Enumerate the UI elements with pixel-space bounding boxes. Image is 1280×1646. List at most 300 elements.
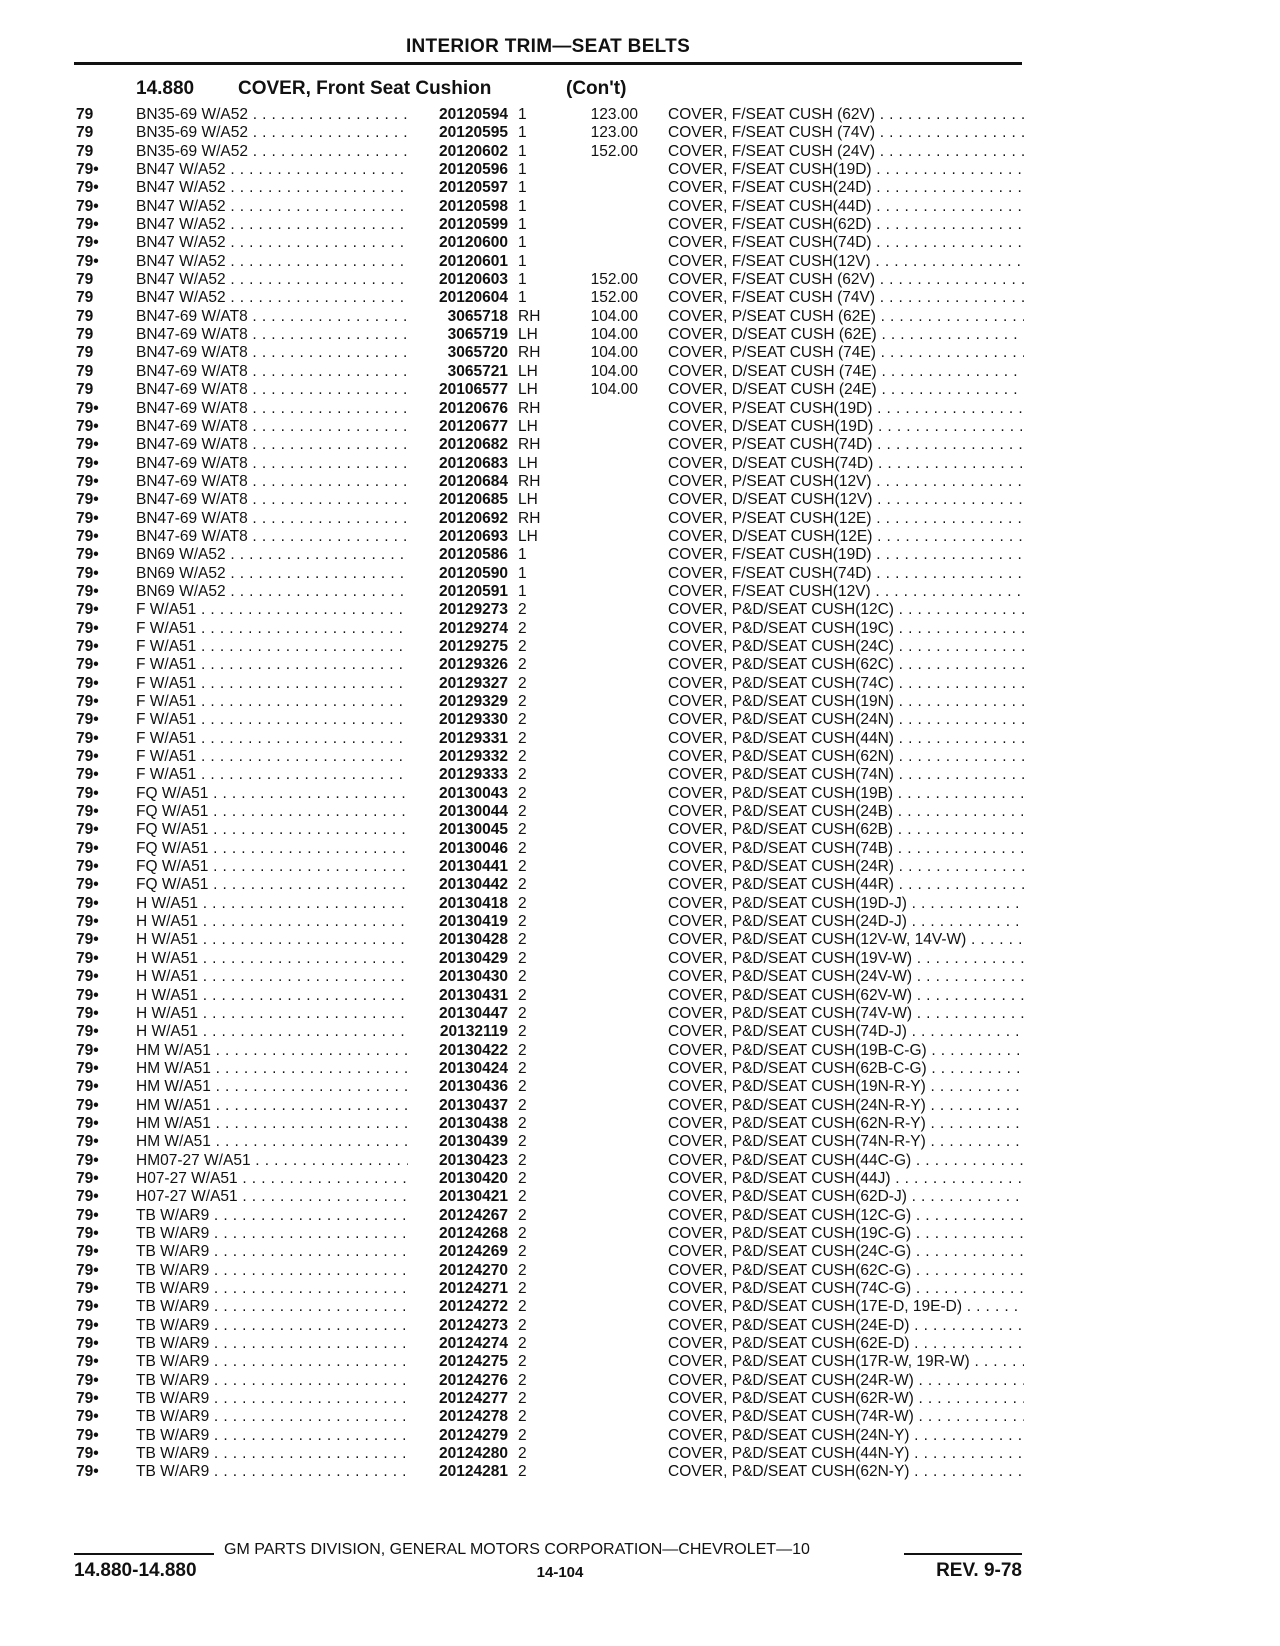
description: COVER, P&D/SEAT CUSH(62C) . . . <box>668 656 1024 674</box>
table-row <box>0 1097 1280 1115</box>
quantity: 2 <box>518 1151 527 1169</box>
figure-number: 79• <box>76 637 99 655</box>
quantity: 2 <box>518 931 527 949</box>
figure-number: 79• <box>76 711 99 729</box>
quantity: 2 <box>518 711 527 729</box>
part-number: 20120676 <box>408 400 508 418</box>
part-number: 20130428 <box>408 931 508 949</box>
model-usage: BN47 W/A52 . . . <box>136 161 412 179</box>
figure-number: 79• <box>76 472 99 490</box>
price: 104.00 <box>590 362 638 380</box>
model-usage: F W/A51 . . . <box>136 730 412 748</box>
part-number: 20120677 <box>408 418 508 436</box>
table-row <box>0 253 1280 271</box>
description: COVER, P&D/SEAT CUSH(19C) . . . <box>668 620 1024 638</box>
model-usage: TB W/AR9 . . . <box>136 1243 412 1261</box>
table-row <box>0 656 1280 674</box>
part-number: 20124275 <box>408 1353 508 1371</box>
table-row <box>0 1335 1280 1353</box>
description: COVER, D/SEAT CUSH (24E) . . . <box>668 381 1024 399</box>
model-usage: BN47 W/A52 . . . <box>136 271 412 289</box>
model-usage: HM W/A51 . . . <box>136 1133 412 1151</box>
part-number: 20130045 <box>408 821 508 839</box>
description: COVER, P/SEAT CUSH(12E) . . . <box>668 510 1024 528</box>
table-row <box>0 473 1280 491</box>
model-usage: TB W/AR9 . . . <box>136 1372 412 1390</box>
quantity: 1 <box>518 179 527 197</box>
part-number: 20120683 <box>408 455 508 473</box>
quantity: LH <box>518 362 538 380</box>
description: COVER, F/SEAT CUSH(62D) . . . <box>668 216 1024 234</box>
quantity: 2 <box>518 858 527 876</box>
figure-number: 79• <box>76 1335 99 1353</box>
figure-number: 79• <box>76 509 99 527</box>
table-row <box>0 546 1280 564</box>
part-number: 20130437 <box>408 1097 508 1115</box>
figure-number: 79• <box>76 1353 99 1371</box>
description: COVER, P&D/SEAT CUSH(62V-W) . . . <box>668 987 1024 1005</box>
part-number: 20130418 <box>408 895 508 913</box>
part-number: 20124280 <box>408 1445 508 1463</box>
part-number: 20120596 <box>408 161 508 179</box>
table-row <box>0 1372 1280 1390</box>
figure-number: 79• <box>76 748 99 766</box>
model-usage: BN47-69 W/AT8 . . . <box>136 400 412 418</box>
part-number: 20130431 <box>408 987 508 1005</box>
description: COVER, F/SEAT CUSH(19D) . . . <box>668 546 1024 564</box>
part-number: 20129332 <box>408 748 508 766</box>
part-number: 20124276 <box>408 1372 508 1390</box>
description: COVER, P&D/SEAT CUSH(12C) . . . <box>668 601 1024 619</box>
part-number: 20130447 <box>408 1005 508 1023</box>
description: COVER, F/SEAT CUSH (62V) . . . <box>668 106 1024 124</box>
figure-number: 79• <box>76 417 99 435</box>
quantity: 2 <box>518 949 527 967</box>
figure-number: 79• <box>76 1463 99 1481</box>
part-number: 20130429 <box>408 950 508 968</box>
part-number: 20129333 <box>408 766 508 784</box>
figure-number: 79• <box>76 986 99 1004</box>
quantity: 1 <box>518 216 527 234</box>
quantity: 2 <box>518 1426 527 1444</box>
footer-rule-right <box>904 1553 1022 1555</box>
figure-number: 79• <box>76 527 99 545</box>
quantity: 2 <box>518 1335 527 1353</box>
figure-number: 79• <box>76 436 99 454</box>
quantity: 1 <box>518 106 527 123</box>
description: COVER, F/SEAT CUSH (62V) . . . <box>668 271 1024 289</box>
figure-number: 79• <box>76 674 99 692</box>
part-number: 20120586 <box>408 546 508 564</box>
figure-number: 79• <box>76 1078 99 1096</box>
price: 104.00 <box>590 344 638 362</box>
part-number: 20129330 <box>408 711 508 729</box>
figure-number: 79• <box>76 949 99 967</box>
figure-number: 79• <box>76 1261 99 1279</box>
description: COVER, P&D/SEAT CUSH(24C) . . . <box>668 638 1024 656</box>
model-usage: TB W/AR9 . . . <box>136 1427 412 1445</box>
description: COVER, P&D/SEAT CUSH(24N) . . . <box>668 711 1024 729</box>
description: COVER, P&D/SEAT CUSH(24N-R-Y) . . . <box>668 1097 1024 1115</box>
table-row <box>0 106 1280 124</box>
quantity: 2 <box>518 1041 527 1059</box>
figure-number: 79• <box>76 1280 99 1297</box>
description: COVER, P&D/SEAT CUSH(62E-D) . . . <box>668 1335 1024 1353</box>
part-number: 3065720 <box>408 344 508 362</box>
part-number: 20124271 <box>408 1280 508 1298</box>
description: COVER, P&D/SEAT CUSH(74V-W) . . . <box>668 1005 1024 1023</box>
quantity: 1 <box>518 271 527 289</box>
figure-number: 79• <box>76 968 99 986</box>
model-usage: BN47-69 W/AT8 . . . <box>136 510 412 528</box>
quantity: RH <box>518 472 541 490</box>
table-row <box>0 198 1280 216</box>
quantity: 1 <box>518 234 527 252</box>
description: COVER, F/SEAT CUSH (24V) . . . <box>668 143 1024 161</box>
table-row <box>0 455 1280 473</box>
description: COVER, P&D/SEAT CUSH(17R-W, 19R-W) . . . <box>668 1353 1024 1371</box>
model-usage: H W/A51 . . . <box>136 987 412 1005</box>
description: COVER, F/SEAT CUSH(12V) . . . <box>668 253 1024 271</box>
table-row <box>0 234 1280 252</box>
part-number: 20120692 <box>408 510 508 528</box>
quantity: RH <box>518 399 541 417</box>
part-number: 20120600 <box>408 234 508 252</box>
part-number: 20129327 <box>408 675 508 693</box>
model-usage: HM W/A51 . . . <box>136 1042 412 1060</box>
part-number: 20129273 <box>408 601 508 619</box>
quantity: 1 <box>518 564 527 582</box>
part-number: 20130046 <box>408 840 508 858</box>
model-usage: H W/A51 . . . <box>136 895 412 913</box>
part-number: 20130441 <box>408 858 508 876</box>
model-usage: BN47-69 W/AT8 . . . <box>136 363 412 381</box>
page-title: INTERIOR TRIM—SEAT BELTS <box>405 36 691 57</box>
quantity: LH <box>518 381 538 399</box>
figure-number: 79• <box>76 1206 99 1224</box>
description: COVER, P/SEAT CUSH(12V) . . . <box>668 473 1024 491</box>
model-usage: FQ W/A51 . . . <box>136 803 412 821</box>
quantity: 2 <box>518 1280 527 1297</box>
table-row <box>0 1390 1280 1408</box>
model-usage: BN47 W/A52 . . . <box>136 234 412 252</box>
model-usage: BN69 W/A52 . . . <box>136 583 412 601</box>
quantity: 2 <box>518 1133 527 1151</box>
description: COVER, P&D/SEAT CUSH(24D-J) . . . <box>668 913 1024 931</box>
model-usage: H W/A51 . . . <box>136 1005 412 1023</box>
model-usage: F W/A51 . . . <box>136 620 412 638</box>
part-number: 20120604 <box>408 289 508 307</box>
part-number: 20129274 <box>408 620 508 638</box>
description: COVER, P&D/SEAT CUSH(44N) . . . <box>668 730 1024 748</box>
quantity: 2 <box>518 766 527 784</box>
part-number: 20120602 <box>408 143 508 161</box>
table-row <box>0 1152 1280 1170</box>
figure-number: 79• <box>76 1298 99 1316</box>
description: COVER, P&D/SEAT CUSH(17E-D, 19E-D) . . . <box>668 1298 1024 1316</box>
figure-number: 79 <box>76 307 94 325</box>
description: COVER, P&D/SEAT CUSH(44R) . . . <box>668 876 1024 894</box>
figure-number: 79• <box>76 656 99 674</box>
table-row <box>0 1060 1280 1078</box>
quantity: 2 <box>518 748 527 766</box>
figure-number: 79• <box>76 564 99 582</box>
table-row <box>0 1005 1280 1023</box>
description: COVER, P&D/SEAT CUSH(62R-W) . . . <box>668 1390 1024 1408</box>
figure-number: 79 <box>76 289 94 307</box>
part-number: 20130420 <box>408 1170 508 1188</box>
part-number: 20120598 <box>408 198 508 216</box>
quantity: 2 <box>518 619 527 637</box>
model-usage: BN35-69 W/A52 . . . <box>136 143 412 161</box>
section-name: COVER, Front Seat Cushion <box>238 78 492 99</box>
quantity: LH <box>518 527 538 545</box>
table-row <box>0 1463 1280 1481</box>
description: COVER, P&D/SEAT CUSH(74D-J) . . . <box>668 1023 1024 1041</box>
model-usage: HM W/A51 . . . <box>136 1060 412 1078</box>
model-usage: BN47 W/A52 . . . <box>136 198 412 216</box>
part-number: 20120601 <box>408 253 508 271</box>
table-row <box>0 1225 1280 1243</box>
price: 104.00 <box>590 381 638 399</box>
quantity: LH <box>518 491 538 509</box>
quantity: 1 <box>518 197 527 215</box>
model-usage: BN47 W/A52 . . . <box>136 289 412 307</box>
table-row <box>0 748 1280 766</box>
model-usage: H W/A51 . . . <box>136 950 412 968</box>
quantity: 2 <box>518 729 527 747</box>
part-number: 20120599 <box>408 216 508 234</box>
table-row <box>0 1207 1280 1225</box>
figure-number: 79• <box>76 803 99 821</box>
part-number: 20124272 <box>408 1298 508 1316</box>
description: COVER, P&D/SEAT CUSH(44N-Y) . . . <box>668 1445 1024 1463</box>
quantity: 2 <box>518 674 527 692</box>
model-usage: H W/A51 . . . <box>136 1023 412 1041</box>
price: 104.00 <box>590 307 638 325</box>
table-row <box>0 638 1280 656</box>
figure-number: 79• <box>76 1114 99 1132</box>
footer-revision: REV. 9-78 <box>936 1560 1022 1581</box>
model-usage: FQ W/A51 . . . <box>136 858 412 876</box>
description: COVER, P/SEAT CUSH (62E) . . . <box>668 308 1024 326</box>
table-row <box>0 913 1280 931</box>
footer-section-range: 14.880-14.880 <box>74 1560 197 1581</box>
table-row <box>0 491 1280 509</box>
quantity: 2 <box>518 1206 527 1224</box>
figure-number: 79• <box>76 931 99 949</box>
figure-number: 79• <box>76 1445 99 1463</box>
model-usage: BN47-69 W/AT8 . . . <box>136 528 412 546</box>
model-usage: F W/A51 . . . <box>136 638 412 656</box>
description: COVER, P&D/SEAT CUSH(19C-G) . . . <box>668 1225 1024 1243</box>
table-row <box>0 1115 1280 1133</box>
quantity: RH <box>518 344 541 362</box>
model-usage: HM W/A51 . . . <box>136 1115 412 1133</box>
figure-number: 79• <box>76 546 99 564</box>
figure-number: 79 <box>76 142 94 160</box>
model-usage: TB W/AR9 . . . <box>136 1335 412 1353</box>
quantity: 2 <box>518 1114 527 1132</box>
quantity: 2 <box>518 656 527 674</box>
table-row <box>0 766 1280 784</box>
table-row <box>0 1133 1280 1151</box>
figure-number: 79• <box>76 876 99 894</box>
description: COVER, F/SEAT CUSH (74V) . . . <box>668 124 1024 142</box>
table-row <box>0 308 1280 326</box>
description: COVER, P&D/SEAT CUSH(24V-W) . . . <box>668 968 1024 986</box>
part-number: 3065721 <box>408 363 508 381</box>
table-row <box>0 803 1280 821</box>
quantity: 2 <box>518 693 527 710</box>
description: COVER, F/SEAT CUSH(74D) . . . <box>668 565 1024 583</box>
figure-number: 79• <box>76 693 99 710</box>
model-usage: TB W/AR9 . . . <box>136 1317 412 1335</box>
quantity: 2 <box>518 1188 527 1206</box>
description: COVER, F/SEAT CUSH(44D) . . . <box>668 198 1024 216</box>
description: COVER, P/SEAT CUSH(19D) . . . <box>668 400 1024 418</box>
description: COVER, D/SEAT CUSH(19D) . . . <box>668 418 1024 436</box>
quantity: 2 <box>518 894 527 912</box>
figure-number: 79 <box>76 381 94 399</box>
part-number: 20129275 <box>408 638 508 656</box>
price: 123.00 <box>590 124 638 142</box>
description: COVER, F/SEAT CUSH(74D) . . . <box>668 234 1024 252</box>
description: COVER, P&D/SEAT CUSH(19D-J) . . . <box>668 895 1024 913</box>
description: COVER, P&D/SEAT CUSH(74N-R-Y) . . . <box>668 1133 1024 1151</box>
figure-number: 79 <box>76 362 94 380</box>
model-usage: F W/A51 . . . <box>136 711 412 729</box>
part-number: 20124281 <box>408 1463 508 1481</box>
figure-number: 79 <box>76 326 94 344</box>
quantity: 2 <box>518 1004 527 1022</box>
quantity: 2 <box>518 1096 527 1114</box>
model-usage: H07-27 W/A51 . . . <box>136 1170 412 1188</box>
figure-number: 79• <box>76 1371 99 1389</box>
table-row <box>0 1042 1280 1060</box>
part-number: 20130421 <box>408 1188 508 1206</box>
table-row <box>0 344 1280 362</box>
description: COVER, P&D/SEAT CUSH(62D-J) . . . <box>668 1188 1024 1206</box>
footer-rule-left <box>74 1553 214 1555</box>
table-row <box>0 711 1280 729</box>
model-usage: BN47 W/A52 . . . <box>136 179 412 197</box>
part-number: 20120682 <box>408 436 508 454</box>
table-row <box>0 565 1280 583</box>
description: COVER, F/SEAT CUSH(24D) . . . <box>668 179 1024 197</box>
quantity: 2 <box>518 637 527 655</box>
table-row <box>0 785 1280 803</box>
table-row <box>0 216 1280 234</box>
figure-number: 79 <box>76 106 94 123</box>
figure-number: 79 <box>76 271 94 289</box>
figure-number: 79• <box>76 1426 99 1444</box>
table-row <box>0 675 1280 693</box>
table-row <box>0 950 1280 968</box>
part-number: 20120597 <box>408 179 508 197</box>
quantity: 2 <box>518 601 527 619</box>
model-usage: BN47-69 W/AT8 . . . <box>136 308 412 326</box>
description: COVER, P&D/SEAT CUSH(24E-D) . . . <box>668 1317 1024 1335</box>
model-usage: TB W/AR9 . . . <box>136 1225 412 1243</box>
price: 152.00 <box>590 271 638 289</box>
model-usage: BN47-69 W/AT8 . . . <box>136 344 412 362</box>
quantity: 2 <box>518 1371 527 1389</box>
table-row <box>0 143 1280 161</box>
quantity: 2 <box>518 913 527 931</box>
quantity: 1 <box>518 161 527 179</box>
footer-page-number: 14-104 <box>536 1564 584 1581</box>
footer-corporation: GM PARTS DIVISION, GENERAL MOTORS CORPORATION—CHEVROLET—10 <box>224 1541 810 1558</box>
part-number: 20124269 <box>408 1243 508 1261</box>
table-row <box>0 326 1280 344</box>
price: 152.00 <box>590 142 638 160</box>
quantity: 2 <box>518 1261 527 1279</box>
figure-number: 79• <box>76 197 99 215</box>
model-usage: BN47-69 W/AT8 . . . <box>136 418 412 436</box>
part-number: 20129326 <box>408 656 508 674</box>
figure-number: 79• <box>76 1059 99 1077</box>
quantity: 2 <box>518 1390 527 1408</box>
quantity: 2 <box>518 1169 527 1187</box>
part-number: 20130422 <box>408 1042 508 1060</box>
figure-number: 79• <box>76 234 99 252</box>
model-usage: TB W/AR9 . . . <box>136 1408 412 1426</box>
description: COVER, F/SEAT CUSH(12V) . . . <box>668 583 1024 601</box>
quantity: 1 <box>518 289 527 307</box>
part-number: 20124278 <box>408 1408 508 1426</box>
model-usage: F W/A51 . . . <box>136 766 412 784</box>
model-usage: FQ W/A51 . . . <box>136 840 412 858</box>
model-usage: BN47 W/A52 . . . <box>136 216 412 234</box>
figure-number: 79• <box>76 1188 99 1206</box>
quantity: 2 <box>518 1078 527 1096</box>
figure-number: 79• <box>76 179 99 197</box>
table-row <box>0 161 1280 179</box>
quantity: 2 <box>518 784 527 802</box>
model-usage: TB W/AR9 . . . <box>136 1445 412 1463</box>
description: COVER, P&D/SEAT CUSH(74N) . . . <box>668 766 1024 784</box>
table-row <box>0 601 1280 619</box>
table-row <box>0 1280 1280 1298</box>
description: COVER, D/SEAT CUSH(74D) . . . <box>668 455 1024 473</box>
description: COVER, P&D/SEAT CUSH(19B-C-G) . . . <box>668 1042 1024 1060</box>
model-usage: H07-27 W/A51 . . . <box>136 1188 412 1206</box>
table-row <box>0 363 1280 381</box>
quantity: 2 <box>518 1445 527 1463</box>
table-row <box>0 968 1280 986</box>
description: COVER, P&D/SEAT CUSH(62N) . . . <box>668 748 1024 766</box>
table-row <box>0 693 1280 711</box>
part-number: 20120684 <box>408 473 508 491</box>
table-row <box>0 1078 1280 1096</box>
figure-number: 79• <box>76 729 99 747</box>
description: COVER, P&D/SEAT CUSH(74B) . . . <box>668 840 1024 858</box>
part-number: 20124268 <box>408 1225 508 1243</box>
table-row <box>0 381 1280 399</box>
table-row <box>0 620 1280 638</box>
quantity: 1 <box>518 582 527 600</box>
part-number: 20129329 <box>408 693 508 711</box>
model-usage: HM07-27 W/A51 . . . <box>136 1152 412 1170</box>
model-usage: H W/A51 . . . <box>136 913 412 931</box>
parts-table <box>0 106 1280 1482</box>
figure-number: 79• <box>76 1169 99 1187</box>
description: COVER, P&D/SEAT CUSH(44J) . . . <box>668 1170 1024 1188</box>
quantity: 2 <box>518 1353 527 1371</box>
part-number: 20124279 <box>408 1427 508 1445</box>
part-number: 20120685 <box>408 491 508 509</box>
